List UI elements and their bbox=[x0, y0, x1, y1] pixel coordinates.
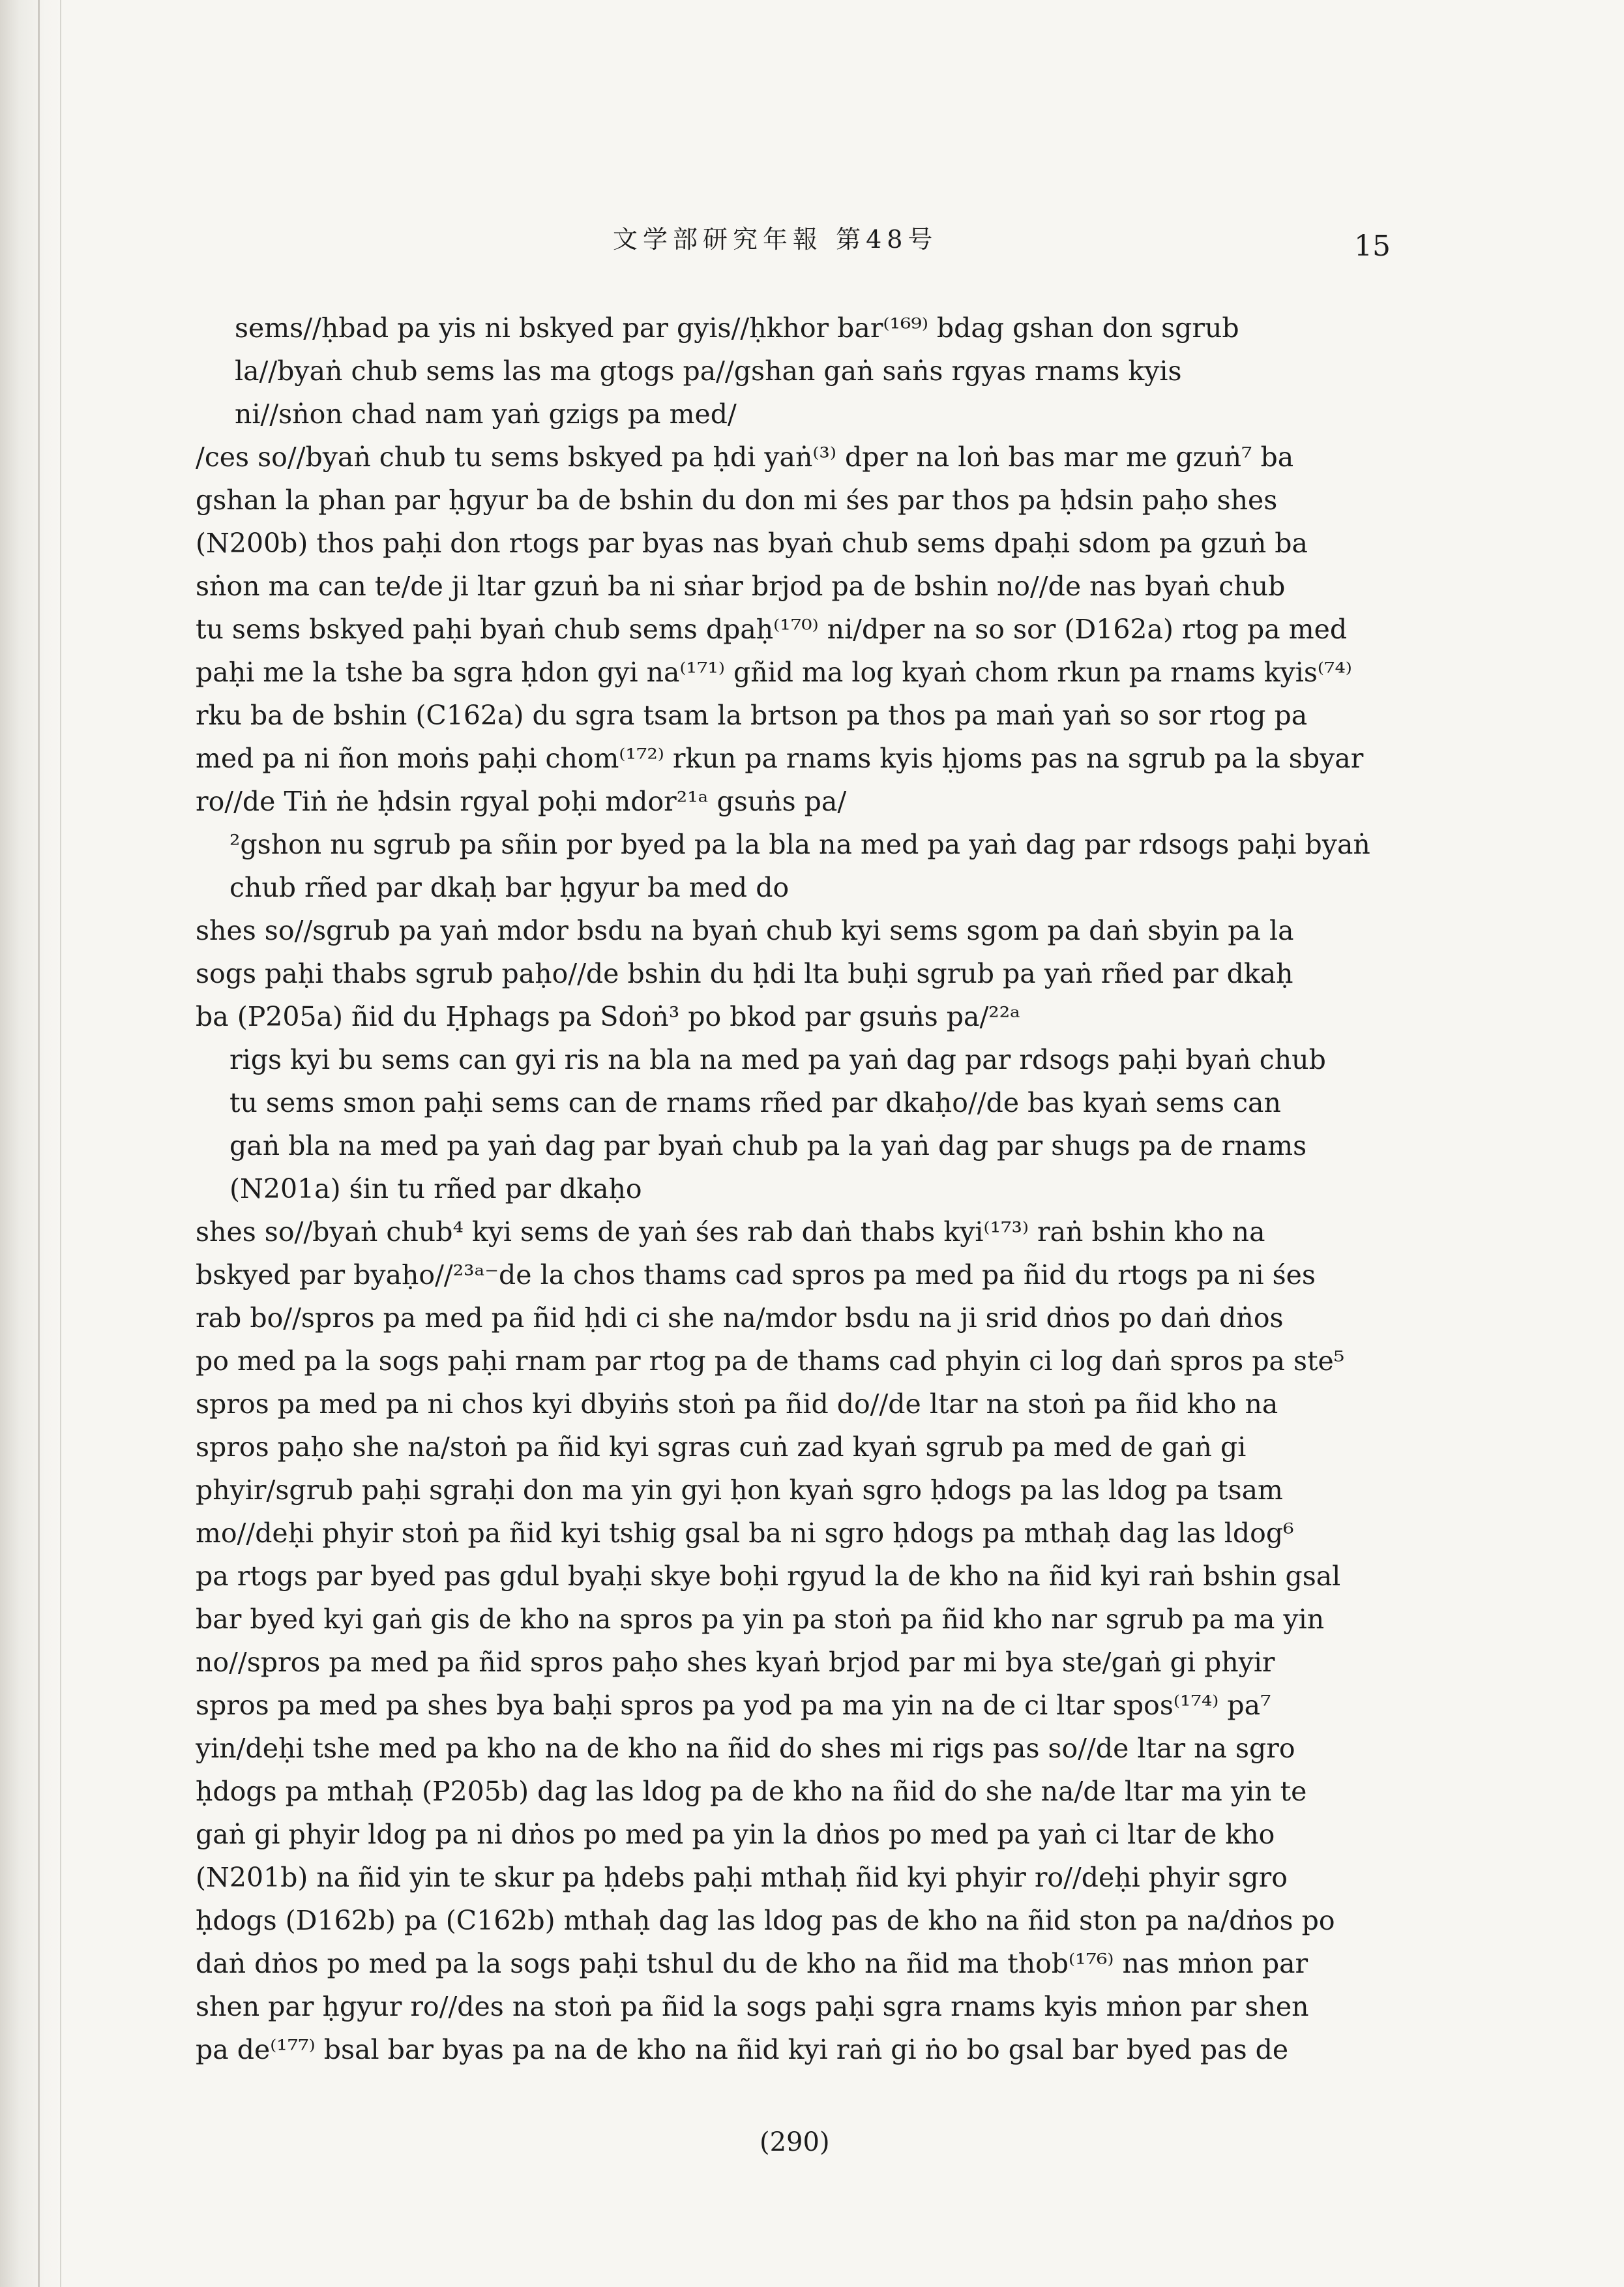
text-line: sogs paḥi thabs sgrub paḥo//de bshin du ḥdi lta buḥi sgrub pa yaṅ rñed par dkaḥ bbox=[196, 958, 1293, 989]
text-line: gaṅ gi phyir ldog pa ni dṅos po med pa yin la dṅos po med pa yaṅ ci ltar de kho bbox=[196, 1819, 1275, 1850]
text-line: phyir/sgrub paḥi sgraḥi don ma yin gyi ḥon kyaṅ sgro ḥdogs pa las ldog pa tsam bbox=[196, 1474, 1283, 1506]
text-line: pa de⁽¹⁷⁷⁾ bsal bar byas pa na de kho na ñid kyi raṅ gi ṅo bo gsal bar byed pas de bbox=[196, 2034, 1289, 2065]
text-line: rigs kyi bu sems can gyi ris na bla na med pa yaṅ dag par rdsogs paḥi byaṅ chub bbox=[229, 1044, 1326, 1075]
text-line: rku ba de bshin (C162a) du sgra tsam la brtson pa thos pa maṅ yaṅ so sor rtog pa bbox=[196, 700, 1308, 731]
text-line: /ces so//byaṅ chub tu sems bskyed pa ḥdi yaṅ⁽³⁾ dper na loṅ bas mar me gzuṅ⁷ ba bbox=[196, 441, 1294, 473]
text-line: ni//sṅon chad nam yaṅ gzigs pa med/ bbox=[235, 398, 737, 430]
text-line: daṅ dṅos po med pa la sogs paḥi tshul du de kho na ñid ma thob⁽¹⁷⁶⁾ nas mṅon par bbox=[196, 1948, 1308, 1979]
page-footer-number: (290) bbox=[760, 2127, 830, 2157]
text-line: pa rtogs par byed pas gdul byaḥi skye boḥi rgyud la de kho na ñid kyi raṅ bshin gsal bbox=[196, 1561, 1341, 1592]
text-line: yin/deḥi tshe med pa kho na de kho na ñid do shes mi rigs pas so//de ltar na sgro bbox=[196, 1733, 1295, 1764]
text-line: spros paḥo she na/stoṅ pa ñid kyi sgras cuṅ zad kyaṅ sgrub pa med de gaṅ gi bbox=[196, 1431, 1247, 1463]
text-line: la//byaṅ chub sems las ma gtogs pa//gshan gaṅ saṅs rgyas rnams kyis bbox=[235, 355, 1182, 387]
text-line: gaṅ bla na med pa yaṅ dag par byaṅ chub pa la yaṅ dag par shugs pa de rnams bbox=[229, 1130, 1307, 1161]
text-line: ro//de Tiṅ ṅe ḥdsin rgyal poḥi mdor²¹ᵃ gsuṅs pa/ bbox=[196, 786, 847, 817]
text-line: (N201a) śin tu rñed par dkaḥo bbox=[229, 1173, 642, 1204]
text-line: shes so//byaṅ chub⁴ kyi sems de yaṅ śes rab daṅ thabs kyi⁽¹⁷³⁾ raṅ bshin kho na bbox=[196, 1216, 1265, 1248]
text-line: shes so//sgrub pa yaṅ mdor bsdu na byaṅ chub kyi sems sgom pa daṅ sbyin pa la bbox=[196, 915, 1294, 946]
text-line: spros pa med pa ni chos kyi dbyiṅs stoṅ pa ñid do//de ltar na stoṅ pa ñid kho na bbox=[196, 1388, 1278, 1420]
text-line: (N201b) na ñid yin te skur pa ḥdebs paḥi mthaḥ ñid kyi phyir ro//deḥi phyir sgro bbox=[196, 1862, 1288, 1893]
text-line: sṅon ma can te/de ji ltar gzuṅ ba ni sṅar brjod pa de bshin no//de nas byaṅ chub bbox=[196, 571, 1286, 602]
text-line: med pa ni ñon moṅs paḥi chom⁽¹⁷²⁾ rkun pa rnams kyis ḥjoms pas na sgrub pa la sbyar bbox=[196, 743, 1364, 774]
text-line: ²gshon nu sgrub pa sñin por byed pa la bla na med pa yaṅ dag par rdsogs paḥi byaṅ bbox=[229, 829, 1370, 860]
text-line: ba (P205a) ñid du Ḥphags pa Sdoṅ³ po bkod par gsuṅs pa/²²ᵃ bbox=[196, 1001, 1020, 1032]
binding-shadow-line bbox=[38, 0, 40, 2287]
running-header: 文学部研究年報 第48号 bbox=[613, 225, 938, 254]
text-line: spros pa med pa shes bya baḥi spros pa yod pa ma yin na de ci ltar spos⁽¹⁷⁴⁾ pa⁷ bbox=[196, 1690, 1271, 1721]
text-line: bskyed par byaḥo//²³ᵃ⁻de la chos thams cad spros pa med pa ñid du rtogs pa ni śes bbox=[196, 1259, 1316, 1291]
text-line: chub rñed par dkaḥ bar ḥgyur ba med do bbox=[229, 872, 790, 903]
text-line: sems//ḥbad pa yis ni bskyed par gyis//ḥkhor bar⁽¹⁶⁹⁾ bdag gshan don sgrub bbox=[235, 312, 1239, 344]
text-line: ḥdogs (D162b) pa (C162b) mthaḥ dag las ldog pas de kho na ñid ston pa na/dṅos po bbox=[196, 1905, 1335, 1936]
body-text bbox=[196, 306, 1415, 2071]
text-line: no//spros pa med pa ñid spros paḥo shes kyaṅ brjod par mi bya ste/gaṅ gi phyir bbox=[196, 1647, 1275, 1678]
text-line: gshan la phan par ḥgyur ba de bshin du don mi śes par thos pa ḥdsin paḥo shes bbox=[196, 485, 1278, 516]
text-line: po med pa la sogs paḥi rnam par rtog pa de thams cad phyin ci log daṅ spros pa ste⁵ bbox=[196, 1345, 1345, 1377]
page-binding-edge bbox=[0, 0, 62, 2287]
text-line: shen par ḥgyur ro//des na stoṅ pa ñid la sogs paḥi sgra rnams kyis mṅon par shen bbox=[196, 1991, 1309, 2022]
text-line: tu sems bskyed paḥi byaṅ chub sems dpaḥ⁽¹⁷⁰⁾ ni/dper na so sor (D162a) rtog pa med bbox=[196, 614, 1348, 645]
text-line: paḥi me la tshe ba sgra ḥdon gyi na⁽¹⁷¹⁾ gñid ma log kyaṅ chom rkun pa rnams kyis⁽⁷⁴⁾ bbox=[196, 657, 1352, 688]
text-line: bar byed kyi gaṅ gis de kho na spros pa yin pa stoṅ pa ñid kho nar sgrub pa ma yin bbox=[196, 1604, 1325, 1635]
text-line: ḥdogs pa mthaḥ (P205b) dag las ldog pa de kho na ñid do she na/de ltar ma yin te bbox=[196, 1776, 1307, 1807]
text-line: rab bo//spros pa med pa ñid ḥdi ci she na/mdor bsdu na ji srid dṅos po daṅ dṅos bbox=[196, 1302, 1284, 1334]
page-number: 15 bbox=[1354, 230, 1391, 263]
text-line: mo//deḥi phyir stoṅ pa ñid kyi tshig gsal ba ni sgro ḥdogs pa mthaḥ dag las ldog⁶ bbox=[196, 1517, 1294, 1549]
text-line: (N200b) thos paḥi don rtogs par byas nas byaṅ chub sems dpaḥi sdom pa gzuṅ ba bbox=[196, 528, 1308, 559]
binding-shadow-line-inner bbox=[60, 0, 61, 2287]
text-line: tu sems smon paḥi sems can de rnams rñed par dkaḥo//de bas kyaṅ sems can bbox=[229, 1087, 1281, 1118]
